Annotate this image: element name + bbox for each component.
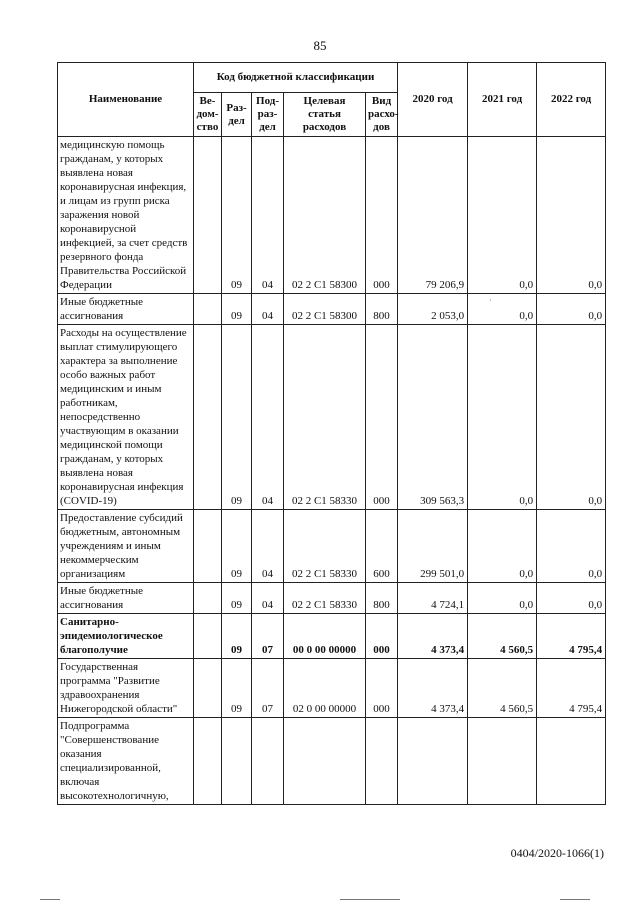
header-razdel: Раз-дел <box>222 93 252 137</box>
cell-2020: 4 724,1 <box>398 583 468 614</box>
cell-2022: 4 795,4 <box>537 659 606 718</box>
cell-2021: 4 560,5 <box>468 659 537 718</box>
cell-name: Санитарно-эпидемиологическое благополучие <box>58 614 194 659</box>
cell-vedomstvo <box>194 294 222 325</box>
cell-2021: 0,0 <box>468 325 537 510</box>
cell-celevaya: 02 2 C1 58330 <box>284 325 366 510</box>
cell-2022: 0,0 <box>537 294 606 325</box>
cell-vid: 800 <box>366 294 398 325</box>
cell-celevaya: 00 0 00 00000 <box>284 614 366 659</box>
header-celevaya: Целевая статья расходов <box>284 93 366 137</box>
cell-celevaya: 02 0 00 00000 <box>284 659 366 718</box>
cell-2021: 4 560,5 <box>468 614 537 659</box>
cell-celevaya: 02 2 C1 58300 <box>284 294 366 325</box>
cell-razdel: 09 <box>222 137 252 294</box>
header-2021: 2021 год <box>468 63 537 137</box>
cell-name: медицинскую помощь гражданам, у которых выявлена новая коронавирусная инфекция, и лицам из групп риска заражения новой коронавирусной инфекцией, за счет средств резервного фонда Правительства Российской Федерации <box>58 137 194 294</box>
cell-2022: 0,0 <box>537 325 606 510</box>
cell-2022: 0,0 <box>537 583 606 614</box>
cell-razdel: 09 <box>222 583 252 614</box>
cell-2022: 0,0 <box>537 510 606 583</box>
cell-celevaya: 02 2 C1 58330 <box>284 583 366 614</box>
scan-dot: · <box>489 296 492 305</box>
cell-2020: 4 373,4 <box>398 614 468 659</box>
cell-podrazdel: 04 <box>252 510 284 583</box>
document-code: 0404/2020-1066(1) <box>510 846 604 860</box>
cell-2022 <box>537 718 606 805</box>
header-vid: Вид расхо-дов <box>366 93 398 137</box>
cell-name: Подпрограмма "Совершенствование оказания специализированной, включая высокотехнологичную, <box>58 718 194 805</box>
cell-podrazdel: 04 <box>252 137 284 294</box>
header-podrazdel: Под-раз-дел <box>252 93 284 137</box>
cell-name: Расходы на осуществление выплат стимулирующего характера за выполнение особо важных работ медицинским и иным работникам, непосредственно участвующим в оказании медицинской помощи гражданам, у которых выявлена новая коронавирусная инфекция (COVID-19) <box>58 325 194 510</box>
cell-vedomstvo <box>194 583 222 614</box>
cell-podrazdel: 07 <box>252 659 284 718</box>
cell-razdel <box>222 718 252 805</box>
table-row <box>58 659 606 718</box>
cell-celevaya: 02 2 C1 58330 <box>284 510 366 583</box>
cell-2021 <box>468 718 537 805</box>
header-code-group: Код бюджетной классификации <box>194 63 398 93</box>
table-body <box>58 137 606 805</box>
budget-table <box>57 62 606 805</box>
cell-vid <box>366 718 398 805</box>
cell-podrazdel: 04 <box>252 325 284 510</box>
header-2022: 2022 год <box>537 63 606 137</box>
table-row <box>58 137 606 294</box>
cell-celevaya <box>284 718 366 805</box>
cell-name: Государственная программа "Развитие здравоохранения Нижегородской области" <box>58 659 194 718</box>
cell-razdel: 09 <box>222 510 252 583</box>
table-row <box>58 614 606 659</box>
cell-vid: 800 <box>366 583 398 614</box>
page-number: 85 <box>313 38 327 53</box>
cell-vedomstvo <box>194 137 222 294</box>
cell-vedomstvo <box>194 718 222 805</box>
table-row <box>58 718 606 805</box>
cell-razdel: 09 <box>222 325 252 510</box>
cell-2020: 309 563,3 <box>398 325 468 510</box>
cell-razdel: 09 <box>222 659 252 718</box>
cell-2022: 0,0 <box>537 137 606 294</box>
cell-2020 <box>398 718 468 805</box>
table-header <box>58 63 606 137</box>
cell-podrazdel: 04 <box>252 583 284 614</box>
cell-podrazdel <box>252 718 284 805</box>
cell-name: Предоставление субсидий бюджетным, автономным учреждениям и иным некоммерческим организациям <box>58 510 194 583</box>
header-2020: 2020 год <box>398 63 468 137</box>
cell-vid: 000 <box>366 325 398 510</box>
cell-2020: 79 206,9 <box>398 137 468 294</box>
cell-2020: 2 053,0 <box>398 294 468 325</box>
cell-vid: 000 <box>366 659 398 718</box>
cell-2021: 0,0 <box>468 583 537 614</box>
cell-2020: 299 501,0 <box>398 510 468 583</box>
cell-name: Иные бюджетные ассигнования <box>58 583 194 614</box>
cell-2021: 0,0 <box>468 294 537 325</box>
table-row <box>58 583 606 614</box>
cell-2022: 4 795,4 <box>537 614 606 659</box>
cell-vedomstvo <box>194 659 222 718</box>
header-vedomstvo: Ве-дом-ство <box>194 93 222 137</box>
cell-vid: 600 <box>366 510 398 583</box>
cell-podrazdel: 04 <box>252 294 284 325</box>
cell-vedomstvo <box>194 510 222 583</box>
cell-2020: 4 373,4 <box>398 659 468 718</box>
cell-celevaya: 02 2 C1 58300 <box>284 137 366 294</box>
cell-podrazdel: 07 <box>252 614 284 659</box>
header-name: Наименование <box>58 63 194 137</box>
table-row <box>58 294 606 325</box>
table-row <box>58 325 606 510</box>
cell-vedomstvo <box>194 325 222 510</box>
cell-2021: 0,0 <box>468 137 537 294</box>
cell-2021: 0,0 <box>468 510 537 583</box>
cell-vid: 000 <box>366 137 398 294</box>
cell-name: Иные бюджетные ассигнования <box>58 294 194 325</box>
table-row <box>58 510 606 583</box>
cell-vid: 000 <box>366 614 398 659</box>
cell-razdel: 09 <box>222 614 252 659</box>
cell-razdel: 09 <box>222 294 252 325</box>
cell-vedomstvo <box>194 614 222 659</box>
bottom-scan-edge <box>0 895 640 905</box>
